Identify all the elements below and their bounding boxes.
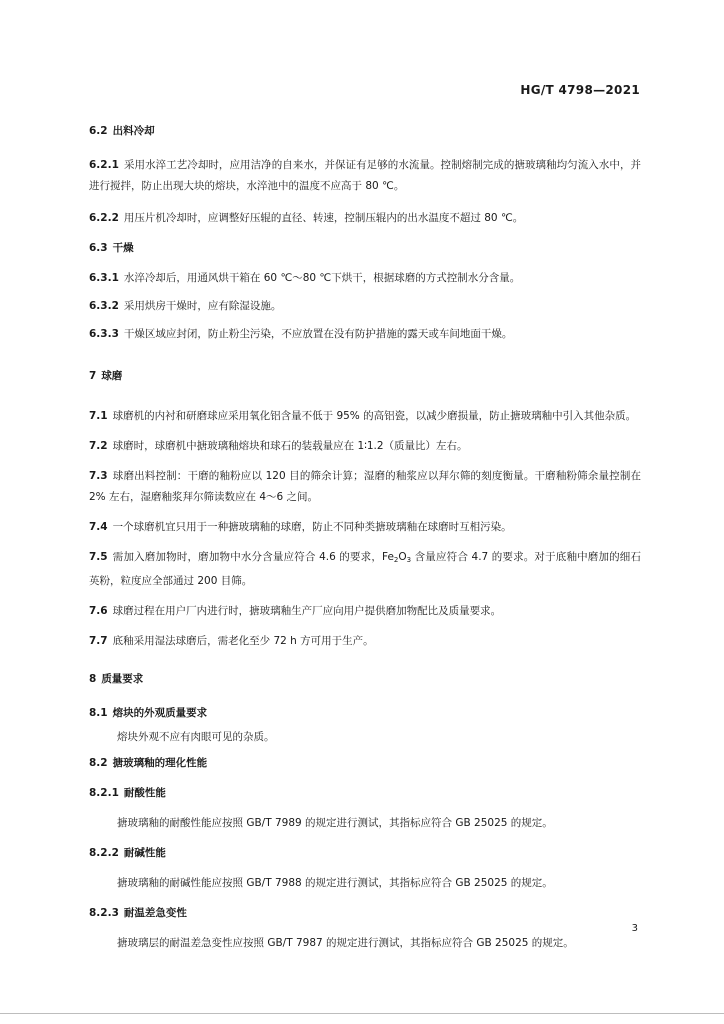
paragraph: 搪玻璃釉的耐碱性能应按照 GB/T 7988 的规定进行测试，其指标应符合 GB 25025 的规定。 [117, 877, 553, 889]
section-heading [89, 783, 641, 804]
chapter-heading [89, 366, 641, 387]
clause-paragraph [89, 268, 641, 289]
clause-paragraph [89, 601, 641, 622]
clause-number: 7.7 [89, 635, 108, 647]
standard-number: HG/T 4798—2021 [520, 83, 640, 97]
clause-number: 7.1 [89, 410, 108, 422]
clause-number: 6.3.3 [89, 328, 119, 340]
clause-number: 8.2.1 [89, 787, 119, 799]
section-heading [89, 843, 641, 864]
paragraph: 熔块外观不应有肉眼可见的杂质。 [117, 731, 275, 743]
clause-title: 耐碱性能 [123, 847, 166, 859]
clause-number: 8.2.3 [89, 907, 119, 919]
chapter-number: 8 [89, 673, 97, 685]
clause-number: 8.2.2 [89, 847, 119, 859]
clause-text: 需加入磨加物时，磨加物中水分含量应符合 4.6 的要求，Fe [112, 551, 394, 563]
clause-number: 7.3 [89, 470, 108, 482]
clause-number: 6.3 [89, 242, 108, 254]
document-body [89, 121, 641, 954]
clause-number: 7.5 [89, 551, 108, 563]
clause-title: 搪玻璃釉的理化性能 [112, 757, 208, 769]
clause-paragraph [89, 517, 641, 538]
paragraph: 搪玻璃层的耐温差急变性应按照 GB/T 7987 的规定进行测试，其指标应符合 GB 25025 的规定。 [117, 937, 574, 949]
clause-number: 7.6 [89, 605, 108, 617]
clause-text: 一个球磨机宜只用于一种搪玻璃釉的球磨，防止不同种类搪玻璃釉在球磨时互相污染。 [112, 521, 512, 533]
clause-text: 含量应符合 4.7 的要求。对于底釉中磨加的细石英粉，粒度应全部通过 200 目筛。 [89, 551, 641, 587]
clause-text: 球磨过程在用户厂内进行时，搪玻璃釉生产厂应向用户提供磨加物配比及质量要求。 [112, 605, 502, 617]
clause-text: O [398, 551, 407, 563]
clause-number: 6.2.1 [89, 159, 119, 171]
clause-text: 球磨出料控制：干磨的釉粉应以 120 目的筛余计算；湿磨的釉浆应以拜尔筛的刻度衡量。干磨釉粉筛余量控制在 2% 左右，湿磨釉浆拜尔筛读数应在 4～6 之间。 [89, 470, 641, 503]
section-heading [89, 703, 641, 724]
clause-number: 6.2.2 [89, 212, 119, 224]
clause-paragraph [89, 631, 641, 652]
subscript: 3 [406, 556, 412, 564]
chapter-title: 质量要求 [101, 673, 144, 685]
clause-paragraph [89, 547, 641, 592]
subscript: 2 [393, 556, 399, 564]
page-number: 3 [631, 923, 638, 934]
clause-text: 采用水淬工艺冷却时，应用洁净的自来水，并保证有足够的水流量。控制熔制完成的搪玻璃釉均匀流入水中，并进行搅拌，防止出现大块的熔块，水淬池中的温度不应高于 80 ℃。 [89, 159, 641, 192]
clause-text: 采用烘房干燥时，应有除湿设施。 [123, 300, 282, 312]
clause-paragraph [89, 324, 641, 345]
section-heading [89, 753, 641, 774]
clause-paragraph [89, 436, 641, 457]
clause-text: 水淬冷却后，用通风烘干箱在 60 ℃～80 ℃下烘干，根据球磨的方式控制水分含量。 [123, 272, 521, 284]
clause-number: 6.3.2 [89, 300, 119, 312]
clause-paragraph [89, 406, 641, 427]
clause-number: 6.3.1 [89, 272, 119, 284]
clause-title: 干燥 [112, 242, 134, 254]
clause-text: 用压片机冷却时，应调整好压辊的直径、转速，控制压辊内的出水温度不超过 80 ℃。 [123, 212, 524, 224]
clause-title: 耐酸性能 [123, 787, 166, 799]
clause-number: 6.2 [89, 125, 108, 137]
chapter-heading [89, 669, 641, 690]
chapter-number: 7 [89, 370, 97, 382]
clause-title: 出料冷却 [112, 125, 155, 137]
clause-text: 球磨时，球磨机中搪玻璃釉熔块和球石的装载量应在 1∶1.2（质量比）左右。 [112, 440, 468, 452]
section-heading [89, 903, 641, 924]
paragraph: 搪玻璃釉的耐酸性能应按照 GB/T 7989 的规定进行测试，其指标应符合 GB 25025 的规定。 [117, 817, 553, 829]
clause-text: 干燥区域应封闭，防止粉尘污染，不应放置在没有防护措施的露天或车间地面干燥。 [123, 328, 513, 340]
clause-paragraph [89, 296, 641, 317]
clause-number: 7.4 [89, 521, 108, 533]
clause-number: 8.2 [89, 757, 108, 769]
clause-text: 球磨机的内衬和研磨球应采用氧化铝含量不低于 95% 的高铝瓷，以减少磨损量，防止搪玻璃釉中引入其他杂质。 [112, 410, 637, 422]
clause-number: 7.2 [89, 440, 108, 452]
section-heading [89, 121, 641, 142]
clause-paragraph [89, 466, 641, 508]
section-heading [89, 238, 641, 259]
clause-paragraph [89, 155, 641, 197]
clause-number: 8.1 [89, 707, 108, 719]
clause-title: 熔块的外观质量要求 [112, 707, 208, 719]
clause-title: 耐温差急变性 [123, 907, 187, 919]
footer-divider [0, 1013, 724, 1014]
clause-paragraph [89, 208, 641, 229]
clause-text: 底釉采用湿法球磨后，需老化至少 72 h 方可用于生产。 [112, 635, 374, 647]
chapter-title: 球磨 [101, 370, 123, 382]
